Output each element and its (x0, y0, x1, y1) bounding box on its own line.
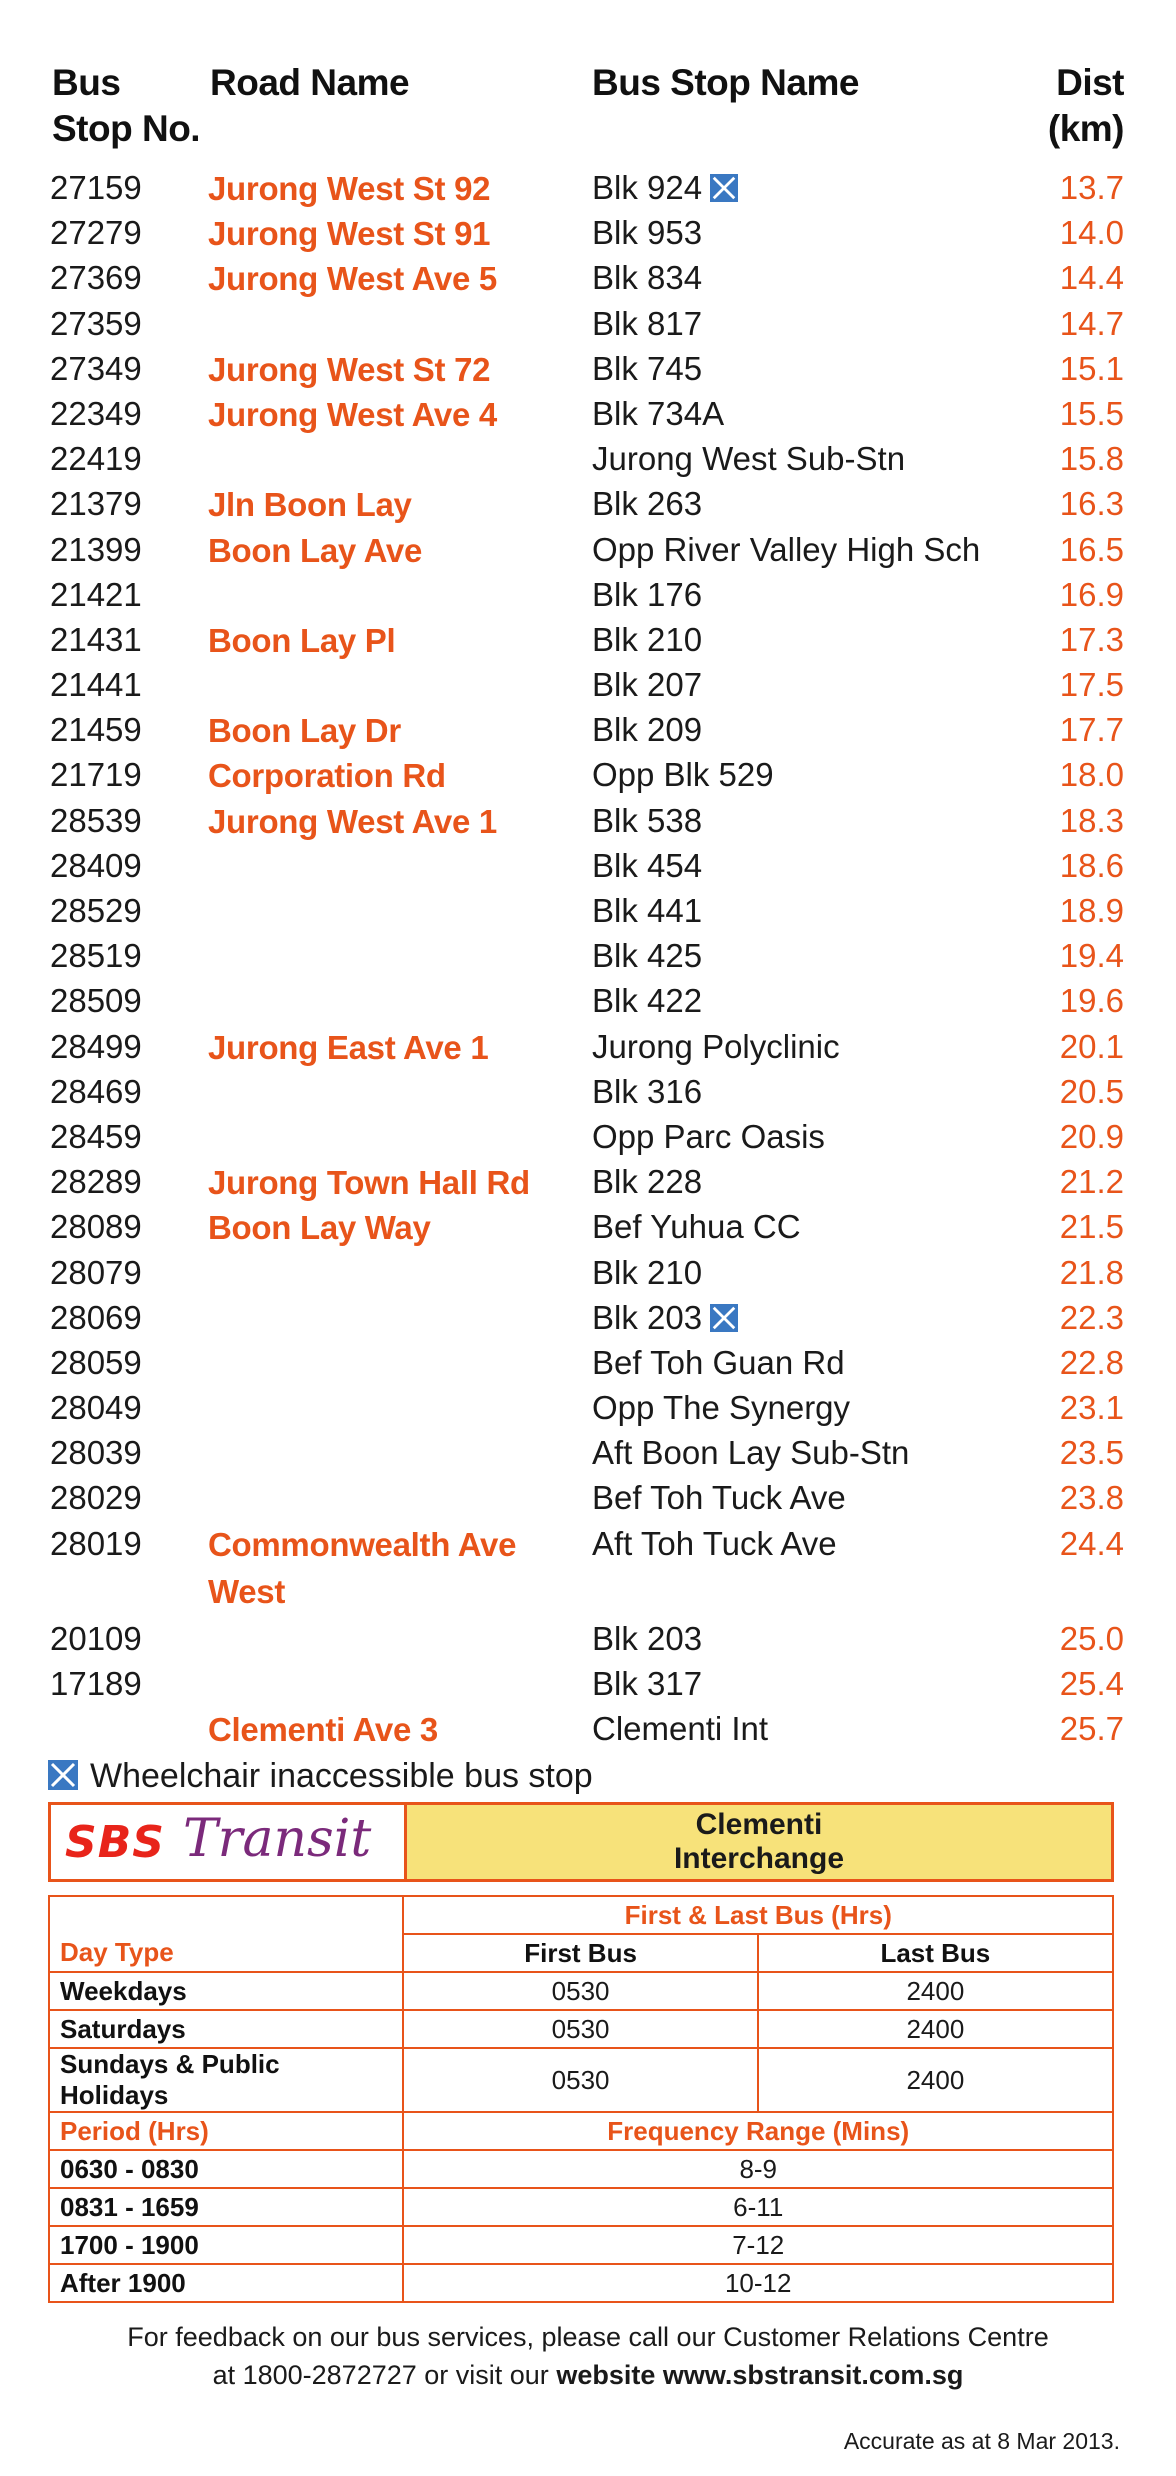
stop-name-cell (592, 1114, 1032, 1159)
stop-number: 27349 (50, 349, 142, 387)
distance-km: 15.5 (1059, 394, 1124, 432)
stop-name: Blk 263 (592, 485, 703, 523)
stop-number: 28509 (50, 982, 142, 1020)
stop-name: Blk 176 (592, 575, 703, 613)
stop-number: 21399 (50, 530, 142, 568)
stop-name-cell (592, 1159, 1032, 1204)
feedback-line2-text: at 1800-2872727 or visit our (212, 2360, 557, 2390)
day-type-header: Day Type (49, 1934, 403, 1972)
frequency-header: Frequency Range (Mins) (403, 2112, 1113, 2150)
interchange-name (407, 1805, 1111, 1879)
stop-row (0, 617, 1176, 662)
stop-number: 21421 (50, 575, 142, 613)
stop-name-cell (592, 1069, 1032, 1114)
period-row (49, 2226, 1113, 2264)
stop-row (0, 752, 1176, 797)
stop-name-cell (592, 255, 1032, 300)
stop-row (0, 1295, 1176, 1340)
distance-km: 19.6 (1059, 982, 1124, 1020)
distance-km: 21.5 (1059, 1208, 1124, 1246)
stop-number: 27279 (50, 214, 142, 252)
stop-row (0, 1250, 1176, 1295)
distance-km: 18.6 (1059, 846, 1124, 884)
stop-row (0, 527, 1176, 572)
distance-km: 19.4 (1059, 937, 1124, 975)
stop-name-cell (592, 1616, 1032, 1661)
sbs-transit-logo (51, 1805, 407, 1879)
stop-name: Blk 538 (592, 801, 703, 839)
legend (48, 1754, 593, 1798)
stop-row (0, 1475, 1176, 1520)
stop-number: 27359 (50, 304, 142, 342)
road-name: Jurong West St 92 (208, 170, 491, 207)
header-stop-no: Bus Stop No. (52, 62, 201, 149)
stop-name-cell (592, 933, 1032, 978)
interchange-line2: Interchange (673, 1842, 845, 1875)
stop-number: 28029 (50, 1479, 142, 1517)
day-type: Sundays & Public Holidays (49, 2048, 403, 2112)
stop-name: Jurong West Sub-Stn (592, 440, 906, 478)
distance-km: 23.5 (1059, 1434, 1124, 1472)
timetable (48, 1895, 1114, 2303)
stop-name-cell (592, 210, 1032, 255)
stop-number: 27159 (50, 169, 142, 206)
distance-km: 25.4 (1059, 1664, 1124, 1702)
wheelchair-inaccessible-icon (710, 174, 738, 202)
stop-number: 22349 (50, 394, 142, 432)
stop-row (0, 662, 1176, 707)
stop-number: 17189 (50, 1664, 142, 1702)
distance-km: 23.1 (1059, 1389, 1124, 1427)
period-range: 0630 - 0830 (49, 2150, 403, 2188)
period-range: After 1900 (49, 2264, 403, 2302)
header-road-name: Road Name (210, 62, 410, 103)
stop-name-cell (592, 165, 1032, 210)
stop-row (0, 1616, 1176, 1661)
stop-row (0, 481, 1176, 526)
stop-name: Opp Blk 529 (592, 756, 774, 794)
stop-name-cell (592, 888, 1032, 933)
stop-name: Blk 203 (592, 1298, 703, 1336)
stop-name: Blk 953 (592, 214, 703, 252)
stop-row (0, 301, 1176, 346)
distance-km: 24.4 (1059, 1524, 1124, 1562)
logo-sbs-text: SBS (65, 1817, 165, 1868)
stop-name: Blk 441 (592, 892, 703, 929)
stop-row (0, 1430, 1176, 1475)
distance-km: 16.5 (1059, 530, 1124, 568)
distance-km: 21.2 (1059, 1163, 1124, 1201)
distance-km: 20.9 (1059, 1117, 1124, 1155)
stop-row (0, 1661, 1176, 1706)
period-range: 1700 - 1900 (49, 2226, 403, 2264)
distance-km: 16.3 (1059, 485, 1124, 523)
distance-km: 17.5 (1059, 666, 1124, 704)
period-row (49, 2188, 1113, 2226)
road-name: Jurong West St 72 (208, 350, 491, 388)
stop-name: Blk 734A (592, 394, 725, 432)
distance-km: 18.3 (1059, 801, 1124, 839)
stop-name: Blk 745 (592, 349, 703, 387)
stop-number: 21719 (50, 756, 142, 794)
stop-name-cell (592, 1706, 1032, 1751)
stop-name-cell (592, 978, 1032, 1023)
first-bus-header: First Bus (403, 1934, 757, 1972)
period-header: Period (Hrs) (49, 2112, 403, 2150)
wheelchair-inaccessible-icon (710, 1304, 738, 1332)
stop-number: 28059 (50, 1343, 142, 1381)
distance-km: 25.0 (1059, 1619, 1124, 1657)
stop-name: Blk 317 (592, 1664, 703, 1702)
stop-name: Blk 209 (592, 711, 703, 749)
stop-row (0, 1159, 1176, 1204)
stop-name-cell (592, 1024, 1032, 1069)
distance-km: 18.9 (1059, 892, 1124, 929)
road-name: Boon Lay Way (208, 1209, 431, 1247)
interchange-header (48, 1802, 1114, 1882)
stop-row (0, 1204, 1176, 1249)
last-bus-time: 2400 (758, 2048, 1113, 2112)
road-name: Jurong East Ave 1 (208, 1028, 489, 1066)
feedback-line2 (0, 2356, 1176, 2394)
website-link[interactable]: website www.sbstransit.com.sg (556, 2360, 964, 2390)
stop-row (0, 1706, 1176, 1751)
stop-number: 28019 (50, 1524, 142, 1562)
stop-name: Blk 422 (592, 982, 703, 1020)
stop-number: 21459 (50, 711, 142, 749)
stop-name-cell (592, 1661, 1032, 1706)
stop-number: 21379 (50, 485, 142, 523)
stop-name: Blk 817 (592, 304, 703, 342)
stop-number: 28039 (50, 1434, 142, 1472)
stop-name-cell (592, 301, 1032, 346)
stop-name-cell (592, 707, 1032, 752)
stop-name: Bef Yuhua CC (592, 1208, 801, 1246)
distance-km: 20.5 (1059, 1072, 1124, 1110)
stop-row (0, 933, 1176, 978)
stop-row (0, 210, 1176, 255)
stop-name: Blk 454 (592, 846, 703, 884)
stop-name: Jurong Polyclinic (592, 1027, 840, 1065)
stop-number: 28289 (50, 1163, 142, 1201)
wheelchair-inaccessible-icon (48, 1760, 78, 1790)
distance-km: 22.3 (1059, 1298, 1124, 1336)
legend-text: Wheelchair inaccessible bus stop (90, 1757, 593, 1795)
distance-km: 23.8 (1059, 1479, 1124, 1517)
road-name: Clementi Ave 3 (208, 1711, 438, 1748)
stop-name-cell (592, 1295, 1032, 1340)
stop-list (0, 165, 1176, 1751)
stop-number: 20109 (50, 1619, 142, 1657)
stop-name-cell (592, 346, 1032, 391)
stop-row (0, 436, 1176, 481)
day-row (49, 2010, 1113, 2048)
timetable-blank (49, 1896, 403, 1934)
stop-row (0, 707, 1176, 752)
road-name: Jurong West Ave 5 (208, 260, 497, 298)
stop-name: Clementi Int (592, 1710, 769, 1747)
stop-row (0, 888, 1176, 933)
distance-km: 18.0 (1059, 756, 1124, 794)
header-distance: Dist (km) (1047, 62, 1124, 149)
stop-name: Bef Toh Guan Rd (592, 1343, 845, 1381)
road-name: Jurong West Ave 4 (208, 395, 497, 433)
stop-row (0, 255, 1176, 300)
road-name: Jurong West Ave 1 (208, 802, 497, 840)
last-bus-time: 2400 (758, 1972, 1113, 2010)
stop-number: 27369 (50, 259, 142, 297)
distance-km: 25.7 (1059, 1710, 1124, 1747)
interchange-line1: Clementi (695, 1808, 823, 1841)
stop-number: 28459 (50, 1117, 142, 1155)
day-type: Saturdays (49, 2010, 403, 2048)
stop-name-cell (592, 572, 1032, 617)
stop-name: Opp Parc Oasis (592, 1117, 825, 1155)
stop-row (0, 1069, 1176, 1114)
distance-km: 17.7 (1059, 711, 1124, 749)
stop-name: Blk 210 (592, 620, 703, 658)
stop-name-cell (592, 1250, 1032, 1295)
stop-number: 28539 (50, 801, 142, 839)
stop-name-cell (592, 391, 1032, 436)
stop-name-cell (592, 1521, 1032, 1566)
stop-name: Opp The Synergy (592, 1389, 851, 1427)
road-name: Jln Boon Lay (208, 486, 412, 524)
stop-name: Aft Boon Lay Sub-Stn (592, 1434, 910, 1472)
stop-name-cell (592, 798, 1032, 843)
road-name: Jurong West St 91 (208, 215, 491, 253)
stop-number: 28069 (50, 1298, 142, 1336)
day-row (49, 2048, 1113, 2112)
stop-number: 22419 (50, 440, 142, 478)
stop-name-cell (592, 843, 1032, 888)
stop-name-cell (592, 1204, 1032, 1249)
distance-km: 16.9 (1059, 575, 1124, 613)
distance-km: 15.8 (1059, 440, 1124, 478)
stop-name-cell (592, 752, 1032, 797)
frequency-range: 6-11 (403, 2188, 1113, 2226)
road-name: Boon Lay Dr (208, 712, 401, 750)
stop-row (0, 978, 1176, 1023)
distance-km: 20.1 (1059, 1027, 1124, 1065)
last-bus-header: Last Bus (758, 1934, 1113, 1972)
day-type: Weekdays (49, 1972, 403, 2010)
stop-row (0, 572, 1176, 617)
stop-number: 28499 (50, 1027, 142, 1065)
feedback-line1: For feedback on our bus services, please call our Customer Relations Centre (127, 2322, 1049, 2352)
frequency-range: 10-12 (403, 2264, 1113, 2302)
header-stop-name: Bus Stop Name (592, 62, 859, 103)
stop-number: 21441 (50, 666, 142, 704)
stop-number: 28089 (50, 1208, 142, 1246)
first-last-header: First & Last Bus (Hrs) (403, 1896, 1113, 1934)
stop-row (0, 1521, 1176, 1616)
stop-name: Blk 207 (592, 666, 703, 704)
stop-name: Blk 834 (592, 259, 703, 297)
stop-number: 21431 (50, 620, 142, 658)
stop-number: 28079 (50, 1253, 142, 1291)
stop-row (0, 1340, 1176, 1385)
distance-km: 14.0 (1059, 214, 1124, 252)
accurate-date: Accurate as at 8 Mar 2013. (843, 2428, 1120, 2454)
stop-name: Blk 924 (592, 169, 703, 206)
period-row (49, 2150, 1113, 2188)
feedback-note (0, 2318, 1176, 2394)
road-name: Boon Lay Pl (208, 621, 396, 659)
stop-name: Aft Toh Tuck Ave (592, 1524, 837, 1562)
stop-name-cell (592, 481, 1032, 526)
stop-number: 28049 (50, 1389, 142, 1427)
road-name: Boon Lay Ave (208, 531, 422, 569)
last-bus-time: 2400 (758, 2010, 1113, 2048)
distance-km: 14.7 (1059, 304, 1124, 342)
stop-name-cell (592, 1475, 1032, 1520)
first-bus-time: 0530 (403, 2010, 757, 2048)
road-name: Corporation Rd (208, 757, 446, 795)
stop-row (0, 165, 1176, 210)
stop-number: 28529 (50, 892, 142, 929)
stop-name: Blk 316 (592, 1072, 703, 1110)
stop-row (0, 1024, 1176, 1069)
stop-row (0, 843, 1176, 888)
stop-name-cell (592, 662, 1032, 707)
period-range: 0831 - 1659 (49, 2188, 403, 2226)
stop-name: Bef Toh Tuck Ave (592, 1479, 846, 1517)
stop-name: Opp River Valley High Sch (592, 530, 981, 568)
stop-row (0, 1385, 1176, 1430)
stop-name-cell (592, 1430, 1032, 1475)
day-row (49, 1972, 1113, 2010)
stop-row (0, 391, 1176, 436)
stop-name: Blk 228 (592, 1163, 703, 1201)
road-name: Commonwealth Ave West (208, 1525, 517, 1610)
stop-row (0, 798, 1176, 843)
distance-km: 22.8 (1059, 1343, 1124, 1381)
stop-row (0, 346, 1176, 391)
logo-transit-text: Transit (183, 1809, 372, 1869)
distance-km: 21.8 (1059, 1253, 1124, 1291)
stop-name-cell (592, 617, 1032, 662)
distance-km: 13.7 (1059, 169, 1124, 206)
stop-number: 28519 (50, 937, 142, 975)
period-row (49, 2264, 1113, 2302)
stop-name-cell (592, 1340, 1032, 1385)
stop-number: 28469 (50, 1072, 142, 1110)
distance-km: 17.3 (1059, 620, 1124, 658)
first-bus-time: 0530 (403, 1972, 757, 2010)
distance-km: 15.1 (1059, 349, 1124, 387)
stop-name-cell (592, 436, 1032, 481)
frequency-range: 7-12 (403, 2226, 1113, 2264)
first-bus-time: 0530 (403, 2048, 757, 2112)
stop-name-cell (592, 527, 1032, 572)
stop-number: 28409 (50, 846, 142, 884)
frequency-range: 8-9 (403, 2150, 1113, 2188)
stop-row (0, 1114, 1176, 1159)
stop-name: Blk 203 (592, 1619, 703, 1657)
road-name: Jurong Town Hall Rd (208, 1164, 530, 1202)
stop-name: Blk 425 (592, 937, 703, 975)
stop-name-cell (592, 1385, 1032, 1430)
stop-name: Blk 210 (592, 1253, 703, 1291)
distance-km: 14.4 (1059, 259, 1124, 297)
